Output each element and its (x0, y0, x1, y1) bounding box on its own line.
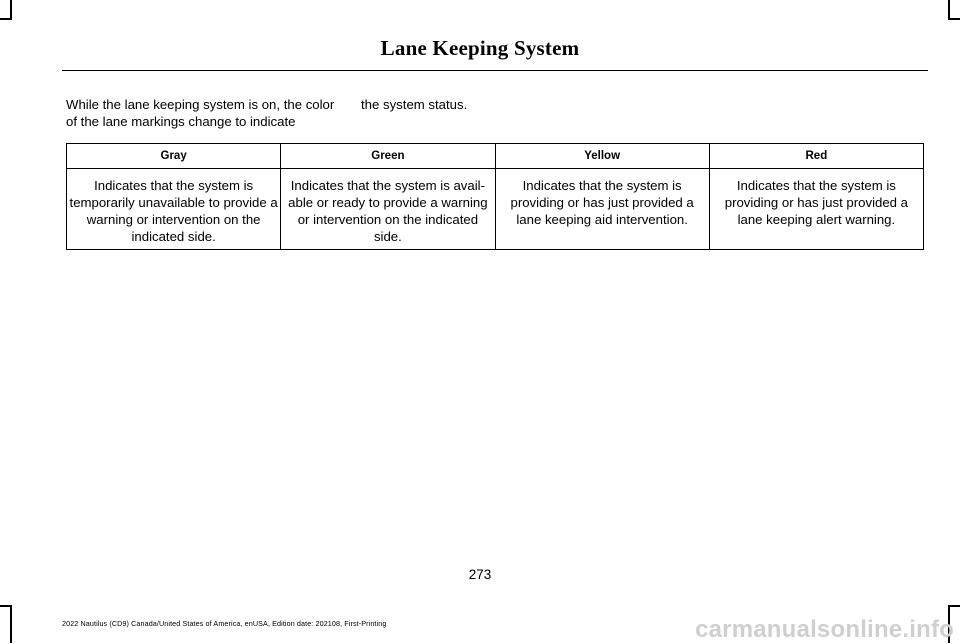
table-cell-gray: Indicates that the system is temporarily unavailable to provide a warning or intervention on the indicated side. (67, 169, 281, 250)
crop-mark-bottom-right (948, 605, 960, 607)
column-header-green: Green (281, 144, 495, 169)
lane-color-status-table (66, 143, 924, 250)
page-number: 273 (468, 567, 492, 582)
crop-mark-top-left (0, 18, 12, 20)
table-cell-yellow: Indicates that the system is providing or has just provided a lane keeping aid intervention. (495, 169, 709, 250)
table-cell-red: Indicates that the system is providing or has just provided a lane keeping alert warning. (709, 169, 923, 250)
crop-mark-bottom-left (10, 605, 12, 643)
column-header-gray: Gray (67, 144, 281, 169)
intro-text-right: the system status. (361, 97, 468, 112)
page-title: Lane Keeping System (380, 36, 580, 60)
crop-mark-top-left (10, 0, 12, 20)
table-row (67, 169, 924, 250)
footer-edition-text: 2022 Nautilus (CD9) Canada/United States of America, enUSA, Edition date: 202108, First-Printing (62, 619, 387, 628)
intro-text-left: While the lane keeping system is on, the color of the lane markings change to indicate (66, 97, 335, 129)
column-header-yellow: Yellow (495, 144, 709, 169)
crop-mark-top-right (948, 0, 950, 20)
crop-mark-top-right (948, 18, 960, 20)
column-header-red: Red (709, 144, 923, 169)
table-cell-green: Indicates that the system is avail-able or ready to provide a warning or intervention on the indicated side. (281, 169, 495, 250)
table-header-row (67, 144, 924, 169)
title-divider (62, 70, 928, 71)
watermark: carmanualsonline.info (695, 616, 954, 643)
crop-mark-bottom-left (0, 605, 12, 607)
